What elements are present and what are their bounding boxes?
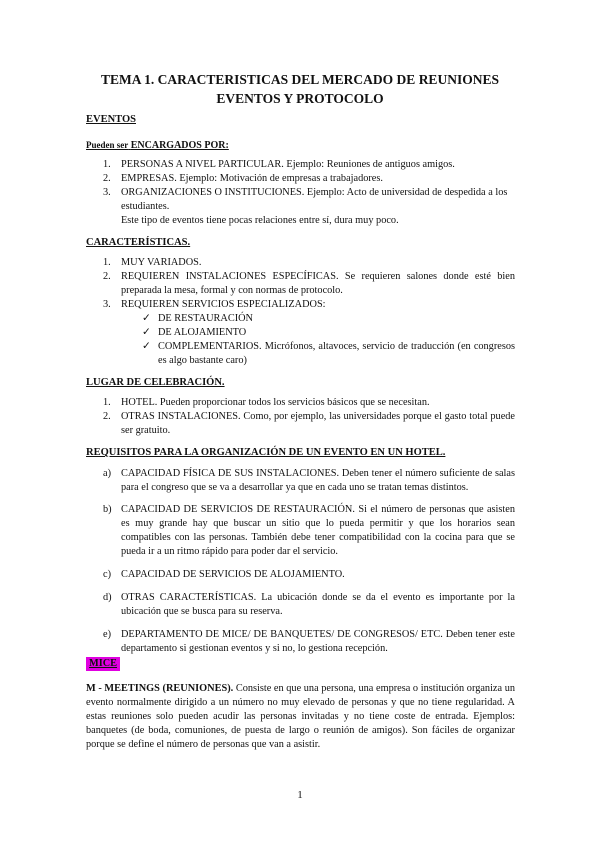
encargados-rest: ENCARGADOS POR: — [130, 140, 229, 151]
list-item: 3. ORGANIZACIONES O INSTITUCIONES. Ejemplo: Acto de universidad de despedida a los estudiantes. — [103, 187, 508, 212]
checkmark-icon: ✓ — [142, 313, 151, 324]
heading-lugar: LUGAR DE CELEBRACIÓN. — [86, 377, 225, 388]
checkmark-icon: ✓ — [142, 327, 151, 338]
list-item: ✓ DE RESTAURACIÓN — [142, 313, 253, 324]
list-item: 2. OTRAS INSTALACIONES. Como, por ejemplo, las universidades porque el gasto total puede ser gratuito. — [103, 411, 515, 436]
meetings-label: M - MEETINGS (REUNIONES). — [86, 683, 234, 694]
list-item: 1. MUY VARIADOS. — [103, 257, 202, 268]
requisitos-list — [103, 467, 515, 656]
heading-encargados — [86, 138, 229, 153]
meetings-paragraph — [86, 682, 515, 752]
document-title — [60, 70, 540, 108]
title-line-2: EVENTOS Y PROTOCOLO — [216, 91, 384, 106]
list-item: a) CAPACIDAD FÍSICA DE SUS INSTALACIONES. Deben tener el número suficiente de salas para el congreso que se va a desarrollar ya que en cada uno se tratan temas distintos. — [103, 468, 515, 493]
list-item: 1. PERSONAS A NIVEL PARTICULAR. Ejemplo: Reuniones de antiguos amigos. — [103, 159, 455, 170]
list-item: 2. EMPRESAS. Ejemplo: Motivación de empresas a trabajadores. — [103, 173, 383, 184]
encargados-prefix: Pueden ser — [86, 140, 129, 150]
caracteristicas-list — [103, 256, 515, 312]
list-item: c) CAPACIDAD DE SERVICIOS DE ALOJAMIENTO. — [103, 569, 345, 580]
list-item: 1. HOTEL. Pueden proporcionar todos los servicios básicos que se necesitan. — [103, 397, 430, 408]
list-item: d) OTRAS CARACTERÍSTICAS. La ubicación donde se da el evento es importante por la ubicación que se busca para su reserva. — [103, 592, 515, 617]
list-item: 3. REQUIEREN SERVICIOS ESPECIALIZADOS: — [103, 299, 326, 310]
list-item: 2. REQUIEREN INSTALACIONES ESPECÍFICAS. Se requieren salones donde esté bien preparada la mesa, formal y con normas de protocolo. — [103, 271, 515, 296]
list-item: ✓ DE ALOJAMIENTO — [142, 327, 247, 338]
meetings-text: Consiste en que una persona, una empresa o institución organiza un evento normalmente dirigido a un número no muy elevado de personas y que no tiene regularidad. A estas reuniones solo pueden acudir las personas invitadas y no tiene coste de entrada. Ejemplos: banquetes (de boda, comuniones, de puesta de largo o reunión de amigos). Son fáciles de organizar porque se define el número de personas que van a asistir. — [86, 683, 515, 750]
heading-caracteristicas: CARACTERÍSTICAS. — [86, 237, 191, 248]
encargados-list — [103, 158, 515, 228]
title-line-1: TEMA 1. CARACTERISTICAS DEL MERCADO DE REUNIONES — [101, 72, 499, 87]
encargados-note: Este tipo de eventos tiene pocas relaciones entre sí, dura muy poco. — [121, 215, 399, 226]
checkmark-icon: ✓ — [142, 341, 151, 352]
mice-highlight: MICE — [86, 657, 120, 671]
servicios-list — [142, 312, 515, 368]
heading-eventos: EVENTOS — [86, 114, 136, 125]
lugar-list — [103, 396, 515, 438]
heading-requisitos: REQUISITOS PARA LA ORGANIZACIÓN DE UN EVENTO EN UN HOTEL. — [86, 447, 446, 458]
page-number: 1 — [297, 789, 303, 801]
list-item: b) CAPACIDAD DE SERVICIOS DE RESTAURACIÓN. Si el número de personas que asisten es muy grande hay que buscar un sitio que lo pueda permitir y que los horarios sean compatibles con las personas. También debe tener compatibilidad con la cocina para que se pueda ir a un ritmo rápido para poder dar el servicio. — [103, 504, 515, 557]
list-item: e) DEPARTAMENTO DE MICE/ DE BANQUETES/ DE CONGRESOS/ ETC. Deben tener este departamento si gestionan eventos y si no, lo gestiona recepción. — [103, 629, 515, 654]
list-item: ✓ COMPLEMENTARIOS. Micrófonos, altavoces, servicio de traducción (en congresos es algo bastante caro) — [142, 341, 515, 366]
